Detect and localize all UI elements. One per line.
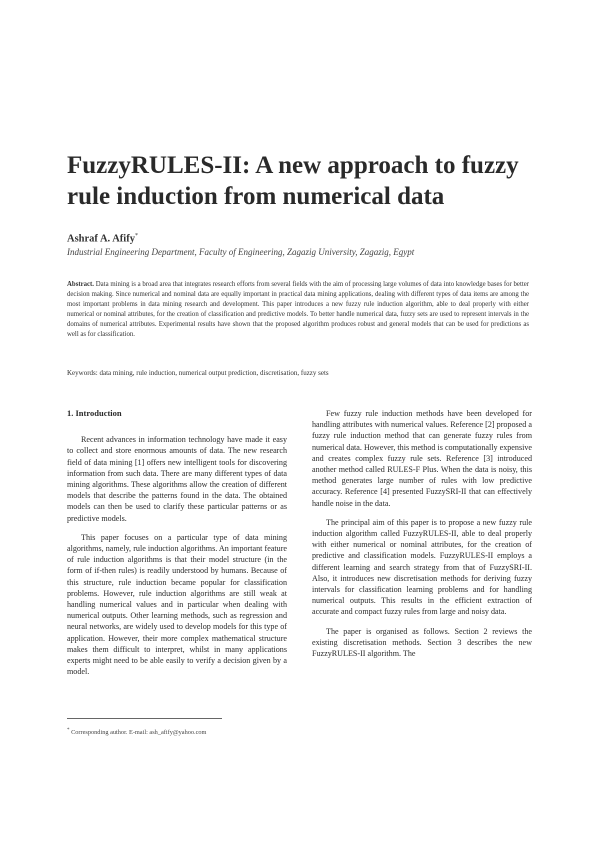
paper-title: FuzzyRULES-II: A new approach to fuzzy rule induction from numerical data xyxy=(67,152,519,210)
section-heading-introduction: 1. Introduction xyxy=(67,408,122,418)
paragraph: Recent advances in information technology have made it easy to collect and store enormous amounts of data. The new research field of data mining [1] offers new intelligent tools for discovering information from such data. There are many different types of data mining algorithms. These algorithms allow the creation of different models that describe the patterns found in the data. The obtained models can then be used to clarify these particular patterns or as predictive models. xyxy=(67,435,287,523)
abstract-label: Abstract. xyxy=(67,281,94,288)
keywords: Keywords: data mining, rule induction, numerical output prediction, discretisation, fuzzy sets xyxy=(67,369,329,377)
paragraph: Few fuzzy rule induction methods have been developed for handling attributes with numerical values. Reference [2] proposed a fuzzy rule induction method that can generate fuzzy rules from numerical data. However, this method is computationally expensive and creates complex fuzzy rule sets. Reference [3] introduced another method called RULES-F Plus. When the data is noisy, this method generates large number of rules with low predictive accuracy. Reference [4] presented FuzzySRI-II that can effectively handle noise in the data. xyxy=(312,409,532,508)
right-column xyxy=(312,408,532,667)
footnote-mark: * xyxy=(67,728,70,733)
paragraph: This paper focuses on a particular type of data mining algorithms, namely, rule induction algorithms. An important feature of rule induction algorithms is that their model structure (in the form of if-then rules) is readily understood by humans. Because of this structure, rule induction became popular for classification problems. However, rule induction algorithms are still weak at handling numerical values and in particular when dealing with numerical outputs. Other learning methods, such as regression and neural networks, are widely used to develop models for this type of application. However, their more complex mathematical structure makes them difficult to interpret, whilst in many applications experts might need to be able easily to verify a decision given by a model. xyxy=(67,532,287,677)
author-name xyxy=(67,233,138,245)
footnote xyxy=(67,728,367,736)
left-column xyxy=(67,408,287,685)
author-footnote-mark: * xyxy=(134,233,138,239)
paragraph: The principal aim of this paper is to propose a new fuzzy rule induction algorithm called FuzzyRULES-II, able to deal properly with either numerical or nominal attributes, for the creation of predictive and classification models. FuzzyRULES-II employs a different learning and search strategy from that of FuzzySRI-II. Also, it introduces new discretisation methods for deriving fuzzy intervals for classification learning problems and for handling numerical outputs. This results in the efficient extraction of accurate and compact fuzzy rules from large and noisy data. xyxy=(312,517,532,617)
footnote-divider xyxy=(67,718,222,719)
footnote-text: Corresponding author. E-mail: ash_afify@yahoo.com xyxy=(71,729,207,737)
author-name-text: Ashraf A. Afify xyxy=(67,233,135,245)
abstract xyxy=(67,280,529,340)
abstract-text: Data mining is a broad area that integrates research efforts from several fields with the aim of processing large volumes of data into knowledge bases for better decision making. Since numerical and nominal data are equally important in practical data mining applications, dealing with different types of data items are among the most important problems in data mining research and development. This paper introduces a new fuzzy rule induction algorithm, able to deal properly with either numerical or nominal attributes, for the creation of classification and predictive models. To better handle numerical data, fuzzy sets are used to represent intervals in the domains of numerical attributes. Experimental results have shown that the proposed algorithm produces robust and general models that can be used for predictions as well as for classification. xyxy=(67,281,530,338)
author-affiliation: Industrial Engineering Department, Faculty of Engineering, Zagazig University, Zagazig, Egypt xyxy=(67,247,415,257)
paragraph: The paper is organised as follows. Section 2 reviews the existing discretisation methods. Section 3 describes the new FuzzyRULES-II algorithm. The xyxy=(312,626,532,659)
